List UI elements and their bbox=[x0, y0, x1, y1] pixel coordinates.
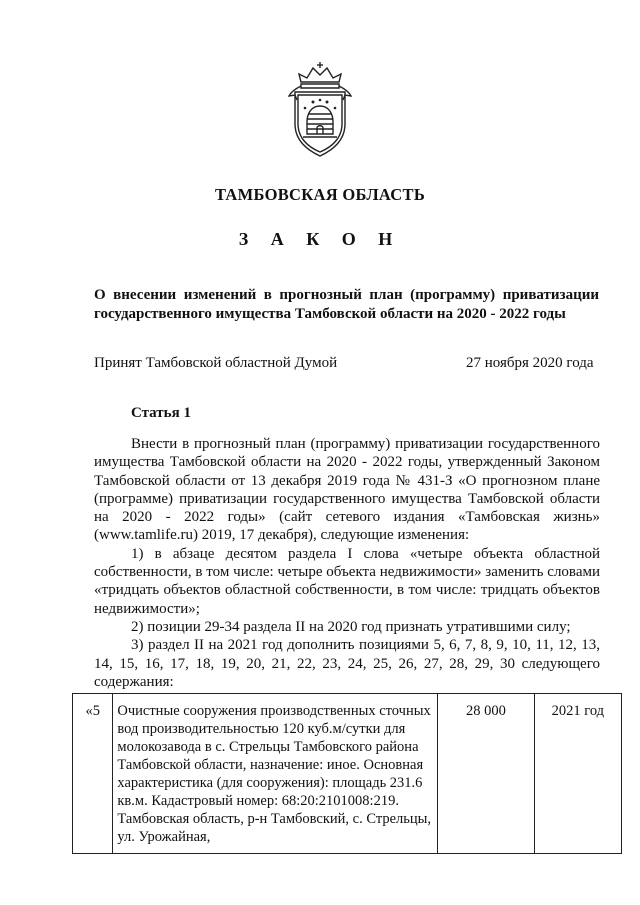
object-description: Очистные сооружения производственных сточных вод производительностью 120 куб.м/сутки для молокозавода в с. Стрельцы Тамбовского района Тамбовской области, назначение: иное. Основная характеристика (для сооружения): площадь 231.6 кв.м. Кадастровый номер: 68:20:2101008:219. Тамбовская область, р-н Тамбовский, с. Стрельцы, ул. Урожайная, bbox=[113, 694, 438, 854]
region-heading: ТАМБОВСКАЯ ОБЛАСТЬ bbox=[214, 185, 426, 204]
change-item-1: 1) в абзаце десятом раздела I слова «четыре объекта областной собственности, в том числе: четыре объекта недвижимости» заменить словами «тридцать объектов областной собственности, в том числе: тридцать объектов недвижимости»; bbox=[94, 545, 600, 617]
change-item-3: 3) раздел II на 2021 год дополнить позициями 5, 6, 7, 8, 9, 10, 11, 12, 13, 14, 15, 16, 17, 18, 19, 20, 21, 22, 23, 24, 25, 26, 27, 28, 29, 30 следующего содержания: bbox=[94, 637, 600, 690]
privatization-table bbox=[72, 693, 622, 854]
coat-of-arms-emblem bbox=[283, 62, 357, 160]
privatization-year: 2021 год bbox=[534, 694, 621, 854]
article-body bbox=[94, 435, 600, 691]
law-title: О внесении изменений в прогнозный план (программу) приватизации государственного имущества Тамбовской области на 2020 - 2022 годы bbox=[94, 287, 599, 322]
table-row bbox=[73, 694, 622, 854]
document-type-heading: З А К О Н bbox=[238, 229, 402, 249]
article-heading: Статья 1 bbox=[131, 405, 191, 421]
adopted-by: Принят Тамбовской областной Думой bbox=[94, 355, 338, 371]
object-value: 28 000 bbox=[438, 694, 535, 854]
change-item-2: 2) позиции 29-34 раздела II на 2020 год признать утратившими силу; bbox=[131, 618, 571, 635]
position-number: «5 bbox=[73, 694, 113, 854]
intro-paragraph: Внести в прогнозный план (программу) приватизации государственного имущества Тамбовской области на 2020 - 2022 годы, утвержденный Законом Тамбовской области от 13 декабря 2019 года № 431-З «О прогнозном плане (программе) приватизации государственного имущества Тамбовской области на 2020 - 2022 годы» (сайт сетевого издания «Тамбовская жизнь» (www.tamlife.ru) 2019, 17 декабря), следующие изменения: bbox=[94, 436, 600, 544]
adoption-date: 27 ноября 2020 года bbox=[466, 355, 594, 371]
